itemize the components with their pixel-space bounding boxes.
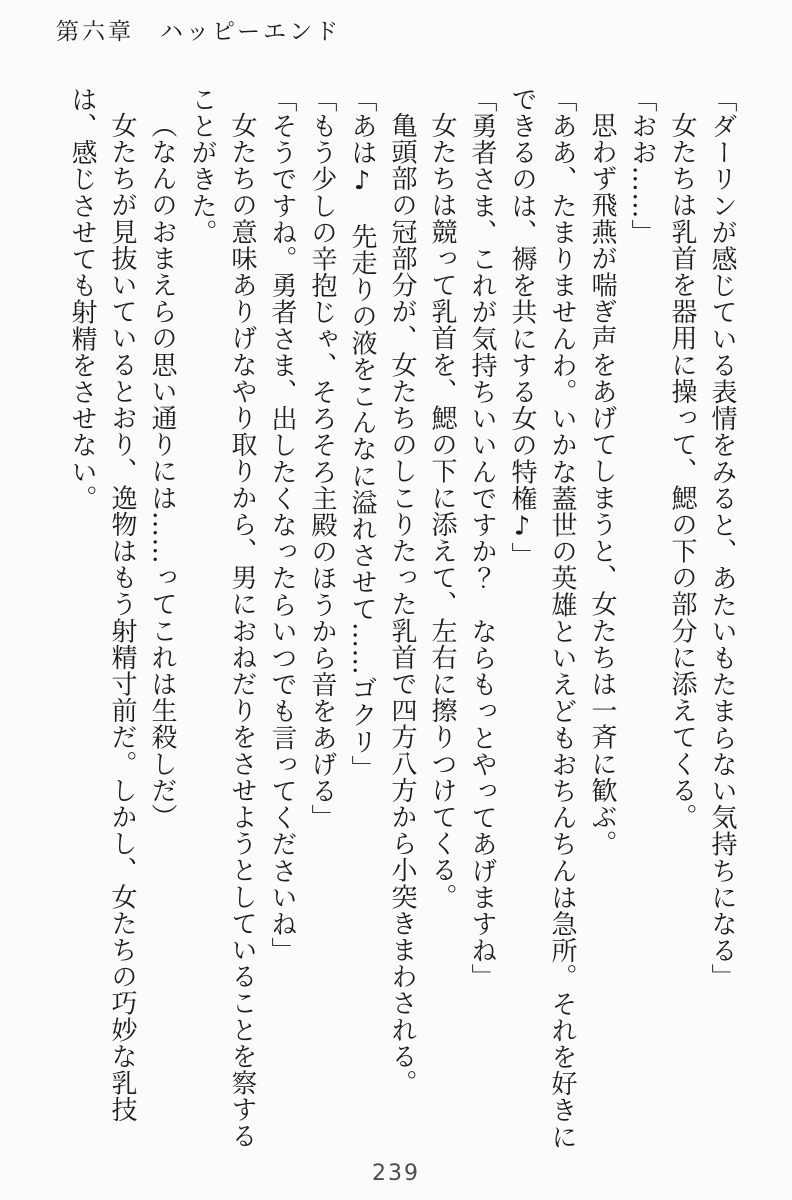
paragraph-narrative: 女たちは競って乳首を、鰓の下に添えて、左右に擦りつけてくる。 — [427, 112, 457, 910]
paragraph-narrative: 女たちの意味ありげなやり取りから、男におねだりをさせようとしていることを察することがきた。 — [187, 86, 257, 1150]
paragraph-thought: （なんのおまえらの思い通りには……ってこれは生殺しだ） — [147, 112, 177, 831]
paragraph-narrative: 女たちは乳首を器用に操って、鰓の下の部分に添えてくる。 — [667, 112, 697, 831]
paragraph-dialogue: 「勇者さま、これが気持ちいいんですか？ ならもっとやってあげますね」 — [467, 86, 497, 991]
paragraph-narrative: 女たちが見抜いているとおり、逸物はもう射精寸前だ。しかし、女たちの巧妙な乳技は、感じさせても射精をさせない。 — [67, 86, 137, 1123]
paragraph-narrative: 亀頭部の冠部分が、女たちのしこりたった乳首で四方八方から小突きまわされる。 — [387, 112, 417, 1097]
paragraph-dialogue: 「そうですね。勇者さま、出したくなったらいつでも言ってくださいね」 — [267, 86, 297, 964]
paragraph-dialogue: 「あは♪ 先走りの液をこんなに溢れさせて……ゴクリ」 — [347, 86, 377, 782]
page-number: 239 — [372, 1161, 420, 1186]
paragraph-dialogue: 「もう少しの辛抱じゃ、そろそろ主殿のほうから音をあげる」 — [307, 86, 337, 831]
paragraph-dialogue: 「ダーリンが感じている表情をみると、あたいもたまらない気持ちになる」 — [707, 86, 737, 991]
paragraph-dialogue: 「ああ、たまりませんわ。いかな蓋世の英雄といえどもおちんちんは急所。それを好きにできるのは、褥を共にする女の特権♪」 — [507, 86, 577, 1150]
paragraph-narrative: 思わず飛燕が喘ぎ声をあげてしまうと、女たちは一斉に歓ぶ。 — [587, 112, 617, 857]
paragraph-dialogue: 「おお……」 — [627, 86, 657, 246]
chapter-header: 第六章 ハッピーエンド — [56, 19, 342, 45]
text-body — [48, 86, 742, 1156]
